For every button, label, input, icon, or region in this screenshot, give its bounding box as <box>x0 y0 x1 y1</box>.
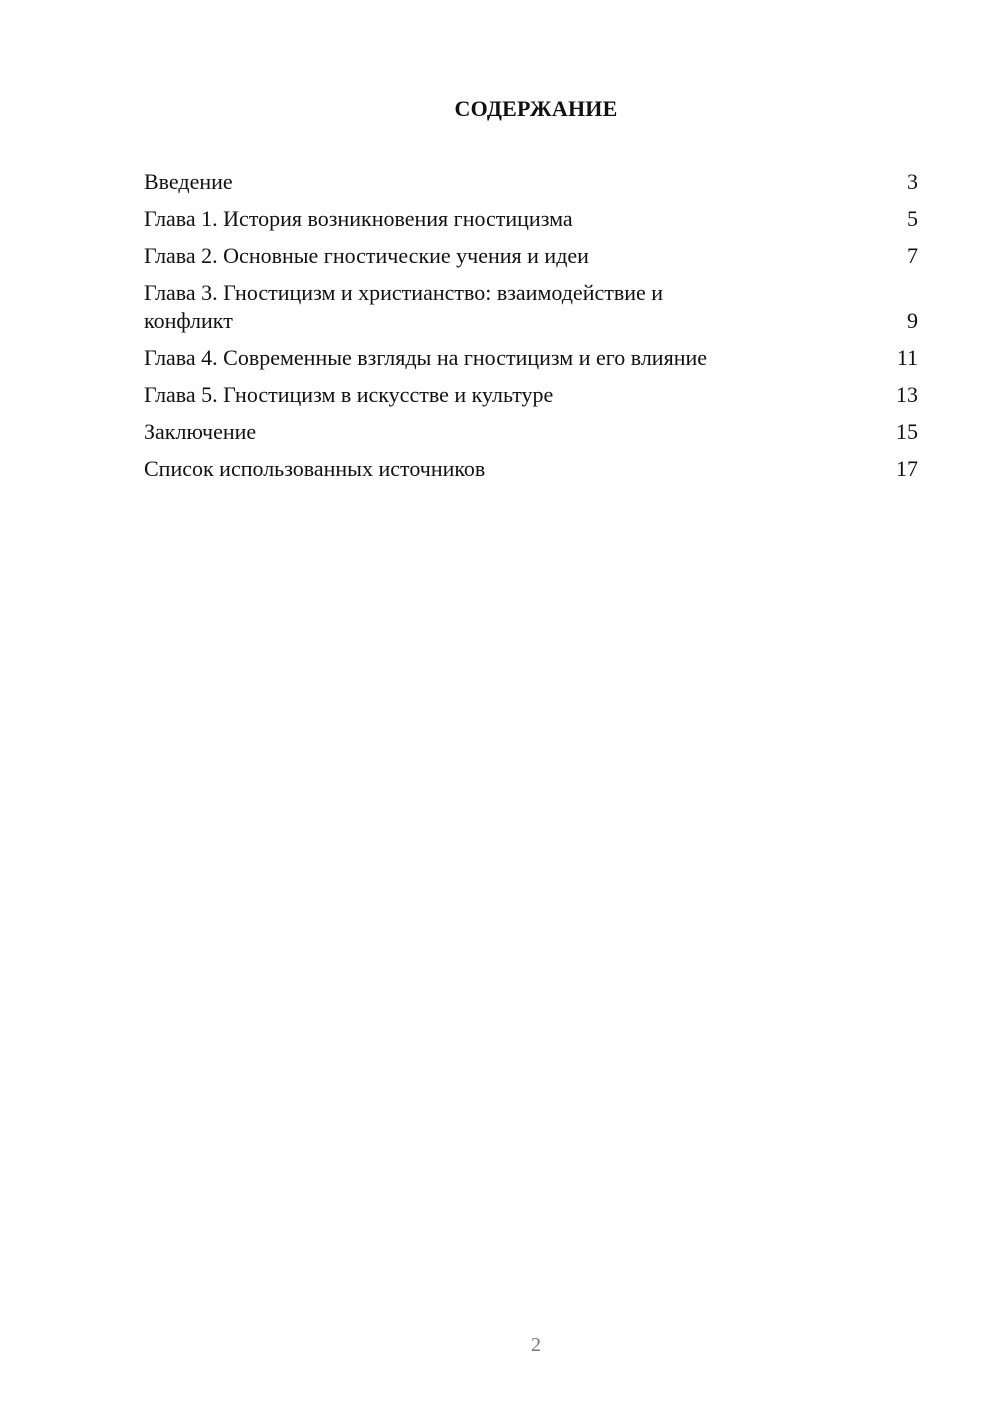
toc-entry-page: 17 <box>896 456 918 481</box>
toc-entry-page: 11 <box>896 345 918 370</box>
toc-entry-title: Глава 4. Современные взгляды на гностицизм и его влияние <box>144 345 708 370</box>
page-title: СОДЕРЖАНИЕ <box>454 96 618 121</box>
toc-entry[interactable] <box>144 381 918 409</box>
toc-entry-title: Глава 5. Гностицизм в искусстве и культуре <box>144 382 554 407</box>
toc-entry-title: Глава 1. История возникновения гностицизма <box>144 206 573 231</box>
table-of-contents <box>144 168 918 492</box>
toc-entry-page: 13 <box>896 382 918 407</box>
toc-entry[interactable] <box>144 279 918 335</box>
toc-entry[interactable] <box>144 242 918 270</box>
toc-entry-page: 3 <box>907 169 918 194</box>
page-number: 2 <box>531 1334 541 1356</box>
toc-entry-title: Глава 2. Основные гностические учения и идеи <box>144 243 589 268</box>
toc-entry-page: 9 <box>907 308 918 333</box>
toc-entry[interactable] <box>144 455 918 483</box>
toc-entry-page: 5 <box>907 206 918 231</box>
toc-entry-page: 7 <box>907 243 918 268</box>
toc-entry-title: Глава 3. Гностицизм и христианство: взаимодействие и конфликт <box>144 280 664 333</box>
toc-entry[interactable] <box>144 168 918 196</box>
toc-entry-page: 15 <box>896 419 918 444</box>
toc-entry-title: Введение <box>144 169 233 194</box>
toc-entry-title: Список использованных источников <box>144 456 486 481</box>
toc-entry[interactable] <box>144 418 918 446</box>
toc-entry[interactable] <box>144 344 918 372</box>
toc-entry-title: Заключение <box>144 419 257 444</box>
toc-entry[interactable] <box>144 205 918 233</box>
